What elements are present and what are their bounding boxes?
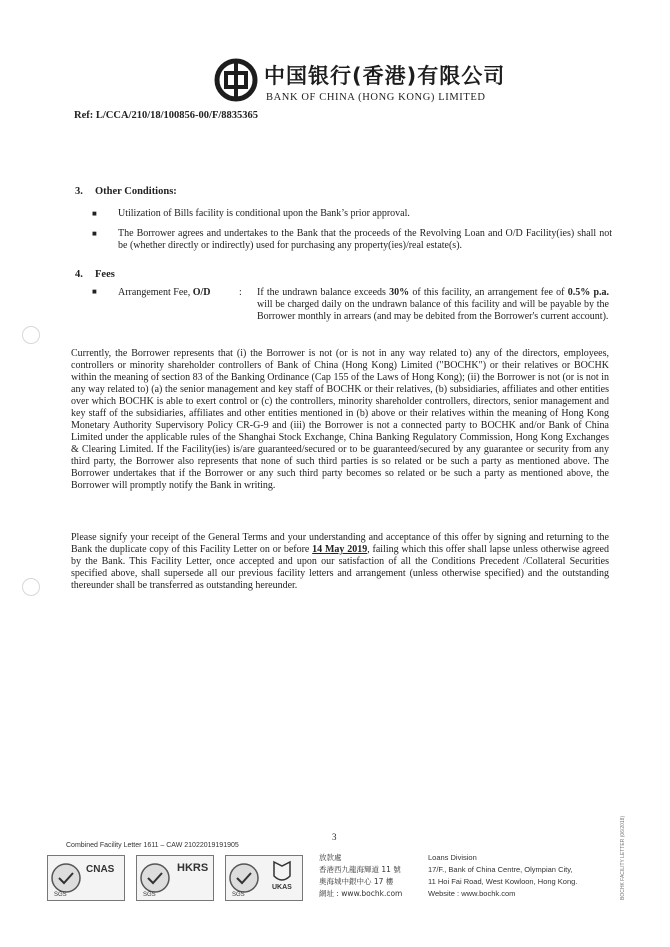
punch-hole <box>22 326 40 344</box>
bullet-text: The Borrower agrees and undertakes to the Bank that the proceeds of the Revolving Loan and O/D Facility(ies) shall not be (whether directly or indirectly) used for purchasing any property(ies)/real estate(s). <box>118 228 612 251</box>
section-title: Other Conditions: <box>95 186 177 197</box>
punch-hole <box>22 578 40 596</box>
facility-letter-id: Combined Facility Letter 1611 – CAW 21022019191905 <box>66 842 239 849</box>
acceptance-deadline: 14 May 2019 <box>312 544 368 555</box>
bullet-text: Utilization of Bills facility is conditional upon the Bank’s prior approval. <box>118 208 410 219</box>
cnas-certification-logo: CNAS SGS <box>47 855 125 901</box>
ukas-certification-logo: UKAS SGS <box>225 855 303 901</box>
section-title: Fees <box>95 269 115 280</box>
section-number: 4. <box>75 269 83 280</box>
hkrs-certification-logo: HKRS SGS <box>136 855 214 901</box>
form-code: BOCHK FACILITY LETTER (06/2018) <box>620 815 626 900</box>
reference-number: Ref: L/CCA/210/18/100856-00/F/8835365 <box>74 110 259 121</box>
fee-colon: : <box>239 287 242 298</box>
acceptance-paragraph: Please signify your receipt of the General Terms and your understanding and acceptance of this offer by signing and returning to the Bank the duplicate copy of this Facility Letter on or before 14 May 2019, failing which this offer shall lapse unless otherwise agreed by the Bank. This Facility Letter, once accepted and upon our satisfaction of all the Conditions Precedent /Collateral Securities specified above, shall supersede all our previous facility letters and arrangement (unless otherwise specified) and the outstanding thereunder shall be transferred as outstanding hereunder. <box>71 532 609 591</box>
bullet-icon: ■ <box>92 229 97 238</box>
bullet-icon: ■ <box>92 209 97 218</box>
fee-description: If the undrawn balance exceeds 30% of this facility, an arrangement fee of 0.5% p.a. will be charged daily on the undrawn balance of this facility and will be payable by the Borrower monthly in arrears (and may be debited from the Borrower's current account). <box>257 287 610 322</box>
section-number: 3. <box>75 186 83 197</box>
page-number: 3 <box>332 832 337 842</box>
representation-paragraph: Currently, the Borrower represents that (i) the Borrower is not (or is not in any way related to) any of the directors, employees, controllers or minority shareholder controllers of Bank of China (Hong Kong) Limited ("BOCHK") or their relatives or BOCHK within the meaning of section 83 of the Banking Ordinance (Cap 155 of the Laws of Hong Kong); (ii) the Borrower is not (or is not in any way related to) (a) the senior management and key staff of BOCHK or their relatives, (b) subsidiaries, affiliates and other entities over which BOCHK is able to exert control or (c) the controllers, minority shareholder controllers, directors, senior management and key staff of the subsidiaries, affiliates and other entities mentioned in (b) above or their relatives within the meaning of Hong Kong Monetary Authority Supervisory Policy CR-G-9 and (iii) the Borrower is not a connected party to BOCHK and/or Bank of China Limited under the applicable rules of the Shanghai Stock Exchange, China Banking Regulatory Commission, Hong Kong Exchanges & Clearing Limited. If the Facility(ies) is/are guaranteed/secured or to be guaranteed/secured by any guarantee or security from any third party, the Borrower also represents that none of such third parties is so related or be such a party as mentioned above. The Borrower undertakes that if the Borrower or any such third party becomes so related or be such a party as mentioned above, the Borrower will promptly notify the Bank in writing. <box>71 348 609 491</box>
bullet-icon: ■ <box>92 287 97 296</box>
boc-logo-icon <box>214 58 258 102</box>
bank-name-english: BANK OF CHINA (HONG KONG) LIMITED <box>266 92 486 103</box>
address-english: Loans Division 17/F., Bank of China Centre, Olympian City, 11 Hoi Fai Road, West Kowloon, Hong Kong. Website : www.bochk.com <box>428 853 578 898</box>
bank-name-chinese: 中国银行(香港)有限公司 <box>264 64 506 88</box>
address-chinese: 放款處 香港西九龍海輝道 11 號 奧海城中銀中心 17 樓 網址 : www.bochk.com <box>319 853 403 898</box>
bank-letterhead <box>214 58 504 108</box>
